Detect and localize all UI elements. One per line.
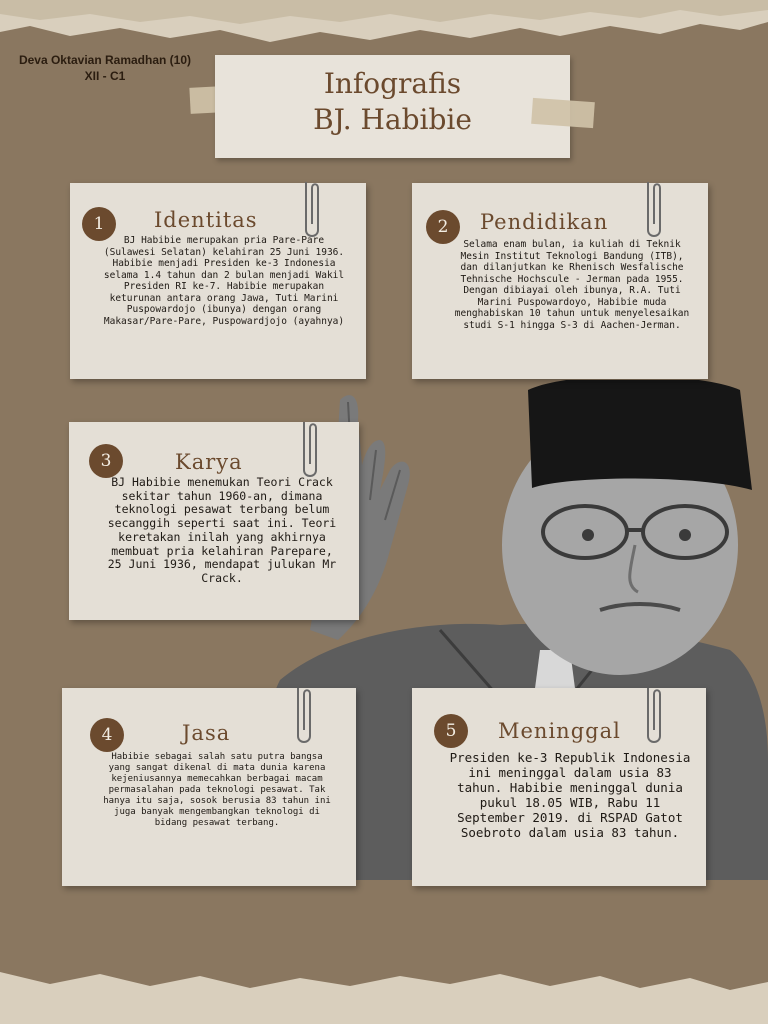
title-line2: BJ. Habibie <box>313 103 472 136</box>
tape-right <box>531 98 595 128</box>
paperclip-icon <box>298 178 324 242</box>
torn-paper-bottom <box>0 964 768 1024</box>
paperclip-icon <box>640 684 666 748</box>
author-class: XII - C1 <box>84 69 126 83</box>
card-number-1: 1 <box>82 207 116 241</box>
card-text-pendidikan: Selama enam bulan, ia kuliah di Teknik Mesin Institut Teknologi Bandung (ITB), dan dilanjutkan ke Rhenisch Wesfalische Tehnische Hochscule - Jerman pada 1955. Dengan dibiayai oleh ibunya, R.A. Tuti Marini Puspowardoyo, Habibie muda menghabiskan 10 tahun untuk menyelesaikan studi S-1 hingga S-3 di Aachen-Jerman. <box>454 239 690 331</box>
card-number-3: 3 <box>89 444 123 478</box>
author-block <box>0 52 210 84</box>
torn-paper-top <box>0 0 768 60</box>
author-name: Deva Oktavian Ramadhan (10) <box>18 53 192 67</box>
card-text-jasa: Habibie sebagai salah satu putra bangsa yang sangat dikenal di mata dunia karena kejeniusannya memecahkan berbagai macam permasalahan pada teknologi pesawat. Tak hanya itu saja, sosok berusia 83 tahun ini juga banyak mengembangkan teknologi di bidang pesawat terbang. <box>103 752 331 828</box>
card-text-identitas: BJ Habibie merupakan pria Pare-Pare (Sulawesi Selatan) kelahiran 25 Juni 1936. Habibie menjadi Presiden ke-3 Indonesia selama 1.4 tahun dan 2 bulan menjadi Wakil Presiden RI ke-7. Habibie merupakan keturunan antara orang Jawa, Tuti Marini Puspowardojo (ibunya) dengan orang Makasar/Pare-Pare, Puspowardjojo (ayahnya) <box>103 235 345 327</box>
card-number-4: 4 <box>90 718 124 752</box>
paperclip-icon <box>296 418 322 482</box>
card-heading-meninggal: Meninggal <box>498 719 621 743</box>
paperclip-icon <box>290 684 316 748</box>
card-heading-pendidikan: Pendidikan <box>480 210 609 234</box>
title-line1: Infografis <box>323 67 462 100</box>
card-heading-karya: Karya <box>175 450 243 474</box>
card-number-5: 5 <box>434 714 468 748</box>
card-heading-identitas: Identitas <box>154 208 258 232</box>
card-number-2: 2 <box>426 210 460 244</box>
card-text-meninggal: Presiden ke-3 Republik Indonesia ini meninggal dalam usia 83 tahun. Habibie meninggal dunia pukul 18.05 WIB, Rabu 11 September 2019. di RSPAD Gatot Soebroto dalam usia 83 tahun. <box>449 750 691 840</box>
title-card <box>215 55 570 158</box>
card-text-karya: BJ Habibie menemukan Teori Crack sekitar tahun 1960-an, dimana teknologi pesawat terbang belum secanggih seperti saat ini. Teori keretakan inilah yang akhirnya membuat pria kelahiran Parepare, 25 Juni 1936, mendapat julukan Mr Crack. <box>107 475 337 585</box>
paperclip-icon <box>640 178 666 242</box>
card-heading-jasa: Jasa <box>182 721 231 745</box>
